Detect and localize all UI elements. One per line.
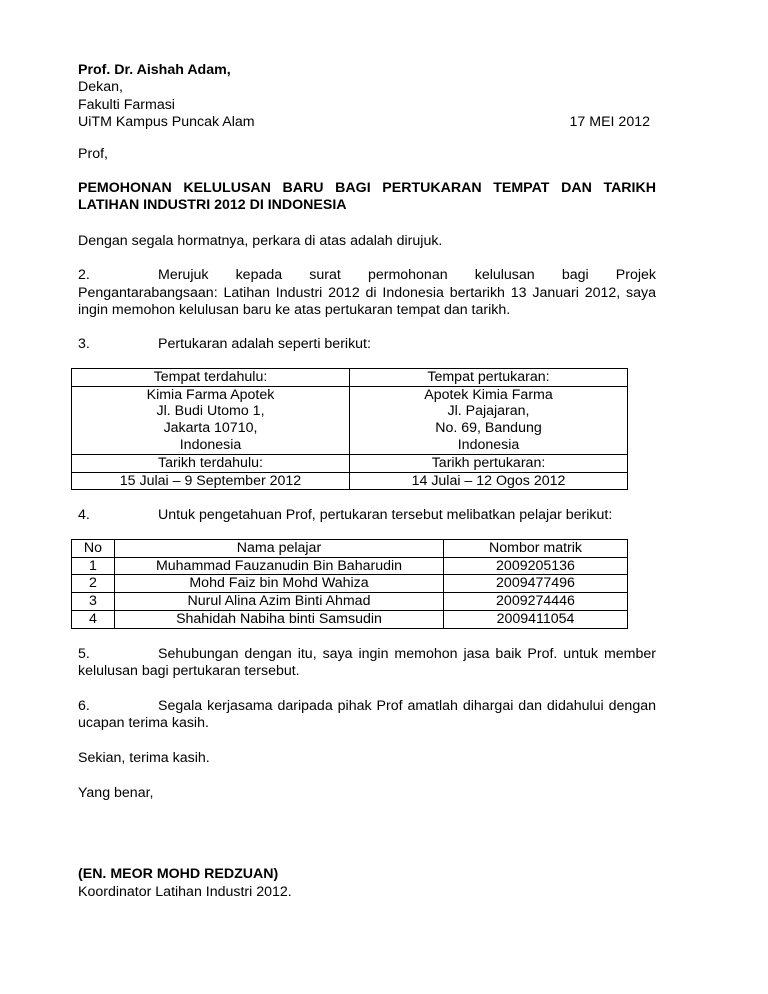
subject-heading: PEMOHONAN KELULUSAN BARU BAGI PERTUKARAN TEMPAT DAN TARIKH LATIHAN INDUSTRI 2012 DI INDONESIA: [78, 180, 656, 214]
old-date-cell: 15 Julai – 9 September 2012: [72, 472, 350, 490]
table-row: [72, 611, 628, 629]
student-name: Mohd Faiz bin Mohd Wahiza: [115, 575, 444, 593]
header-no: No: [72, 539, 115, 557]
change-table-place-row: [72, 386, 628, 454]
student-no: 2: [72, 575, 115, 593]
change-table-date-header-row: [72, 454, 628, 472]
paragraph-6: [78, 698, 656, 733]
old-place-line: Jl. Budi Utomo 1,: [156, 403, 265, 420]
paragraph-3: [78, 336, 656, 353]
student-table: [71, 539, 628, 629]
paragraph-5-text: Sehubungan dengan itu, saya ingin memohon jasa baik Prof. untuk member kelulusan bagi pertukaran tersebut.: [78, 645, 656, 680]
change-table-header-row: [72, 368, 628, 386]
letter-date: 17 MEI 2012: [569, 114, 650, 131]
paragraph-2: [78, 267, 656, 319]
recipient-name: Prof. Dr. Aishah Adam,: [78, 62, 231, 78]
student-no: 3: [72, 593, 115, 611]
table-row: [72, 575, 628, 593]
paragraph-5-number: 5.: [78, 645, 90, 662]
student-matric: 2009411054: [444, 611, 628, 629]
paragraph-2-number: 2.: [78, 267, 90, 284]
student-matric: 2009274446: [444, 593, 628, 611]
student-matric: 2009477496: [444, 575, 628, 593]
new-place-line: Indonesia: [457, 437, 520, 454]
header-old-date: Tarikh terdahulu:: [72, 454, 350, 472]
header-new-place: Tempat pertukaran:: [350, 368, 628, 386]
paragraph-4-text: Untuk pengetahuan Prof, pertukaran tersebut melibatkan pelajar berikut:: [158, 507, 613, 524]
table-row: [72, 557, 628, 575]
new-place-line: Jl. Pajajaran,: [447, 403, 530, 420]
paragraph-4-number: 4.: [78, 507, 90, 524]
new-date-cell: 14 Julai – 12 Ogos 2012: [350, 472, 628, 490]
recipient-faculty: Fakulti Farmasi: [78, 96, 175, 113]
signatory-title: Koordinator Latihan Industri 2012.: [78, 883, 292, 900]
old-place-line: Kimia Farma Apotek: [146, 386, 275, 403]
student-name: Muhammad Fauzanudin Bin Baharudin: [115, 557, 444, 575]
old-place-cell: [72, 386, 350, 454]
student-name: Shahidah Nabiha binti Samsudin: [115, 611, 444, 629]
signatory-name: (EN. MEOR MOHD REDZUAN): [78, 866, 279, 883]
old-place-line: Indonesia: [179, 437, 242, 454]
student-no: 4: [72, 611, 115, 629]
new-place-line: No. 69, Bandung: [435, 420, 542, 437]
change-table: [71, 368, 628, 491]
header-matric-number: Nombor matrik: [444, 539, 628, 557]
intro-paragraph: Dengan segala hormatnya, perkara di atas adalah dirujuk.: [78, 232, 443, 249]
paragraph-4: [78, 507, 656, 524]
header-student-name: Nama pelajar: [115, 539, 444, 557]
closing-line: Sekian, terima kasih.: [78, 750, 210, 767]
paragraph-6-number: 6.: [78, 697, 90, 714]
student-name: Nurul Alina Azim Binti Ahmad: [115, 593, 444, 611]
signature-block: [78, 866, 656, 901]
recipient-campus: UiTM Kampus Puncak Alam: [78, 114, 255, 131]
change-table-date-row: [72, 472, 628, 490]
old-place-line: Jakarta 10710,: [163, 420, 258, 437]
student-matric: 2009205136: [444, 557, 628, 575]
letter: [78, 62, 656, 901]
recipient-position: Dekan,: [78, 79, 123, 96]
paragraph-5: [78, 646, 656, 681]
header-new-date: Tarikh pertukaran:: [350, 454, 628, 472]
recipient-block: [78, 62, 656, 132]
student-table-header-row: [72, 539, 628, 557]
new-place-line: Apotek Kimia Farma: [424, 386, 553, 403]
new-place-cell: [350, 386, 628, 454]
paragraph-3-text: Pertukaran adalah seperti berikut:: [158, 336, 371, 353]
header-old-place: Tempat terdahulu:: [72, 368, 350, 386]
salutation: Prof,: [78, 145, 108, 162]
campus-date-row: [78, 114, 656, 131]
paragraph-6-text: Segala kerjasama daripada pihak Prof amatlah dihargai dan didahului dengan ucapan terima kasih.: [78, 697, 656, 732]
paragraph-2-text: Merujuk kepada surat permohonan kelulusan bagi Projek Pengantarabangsaan: Latihan Industri 2012 di Indonesia bertarikh 13 Januari 2012, saya ingin memohon kelulusan baru ke atas pertukaran tempat dan tarikh.: [78, 267, 656, 319]
sign-off: Yang benar,: [78, 784, 154, 801]
table-row: [72, 593, 628, 611]
paragraph-3-number: 3.: [78, 336, 90, 353]
student-no: 1: [72, 557, 115, 575]
